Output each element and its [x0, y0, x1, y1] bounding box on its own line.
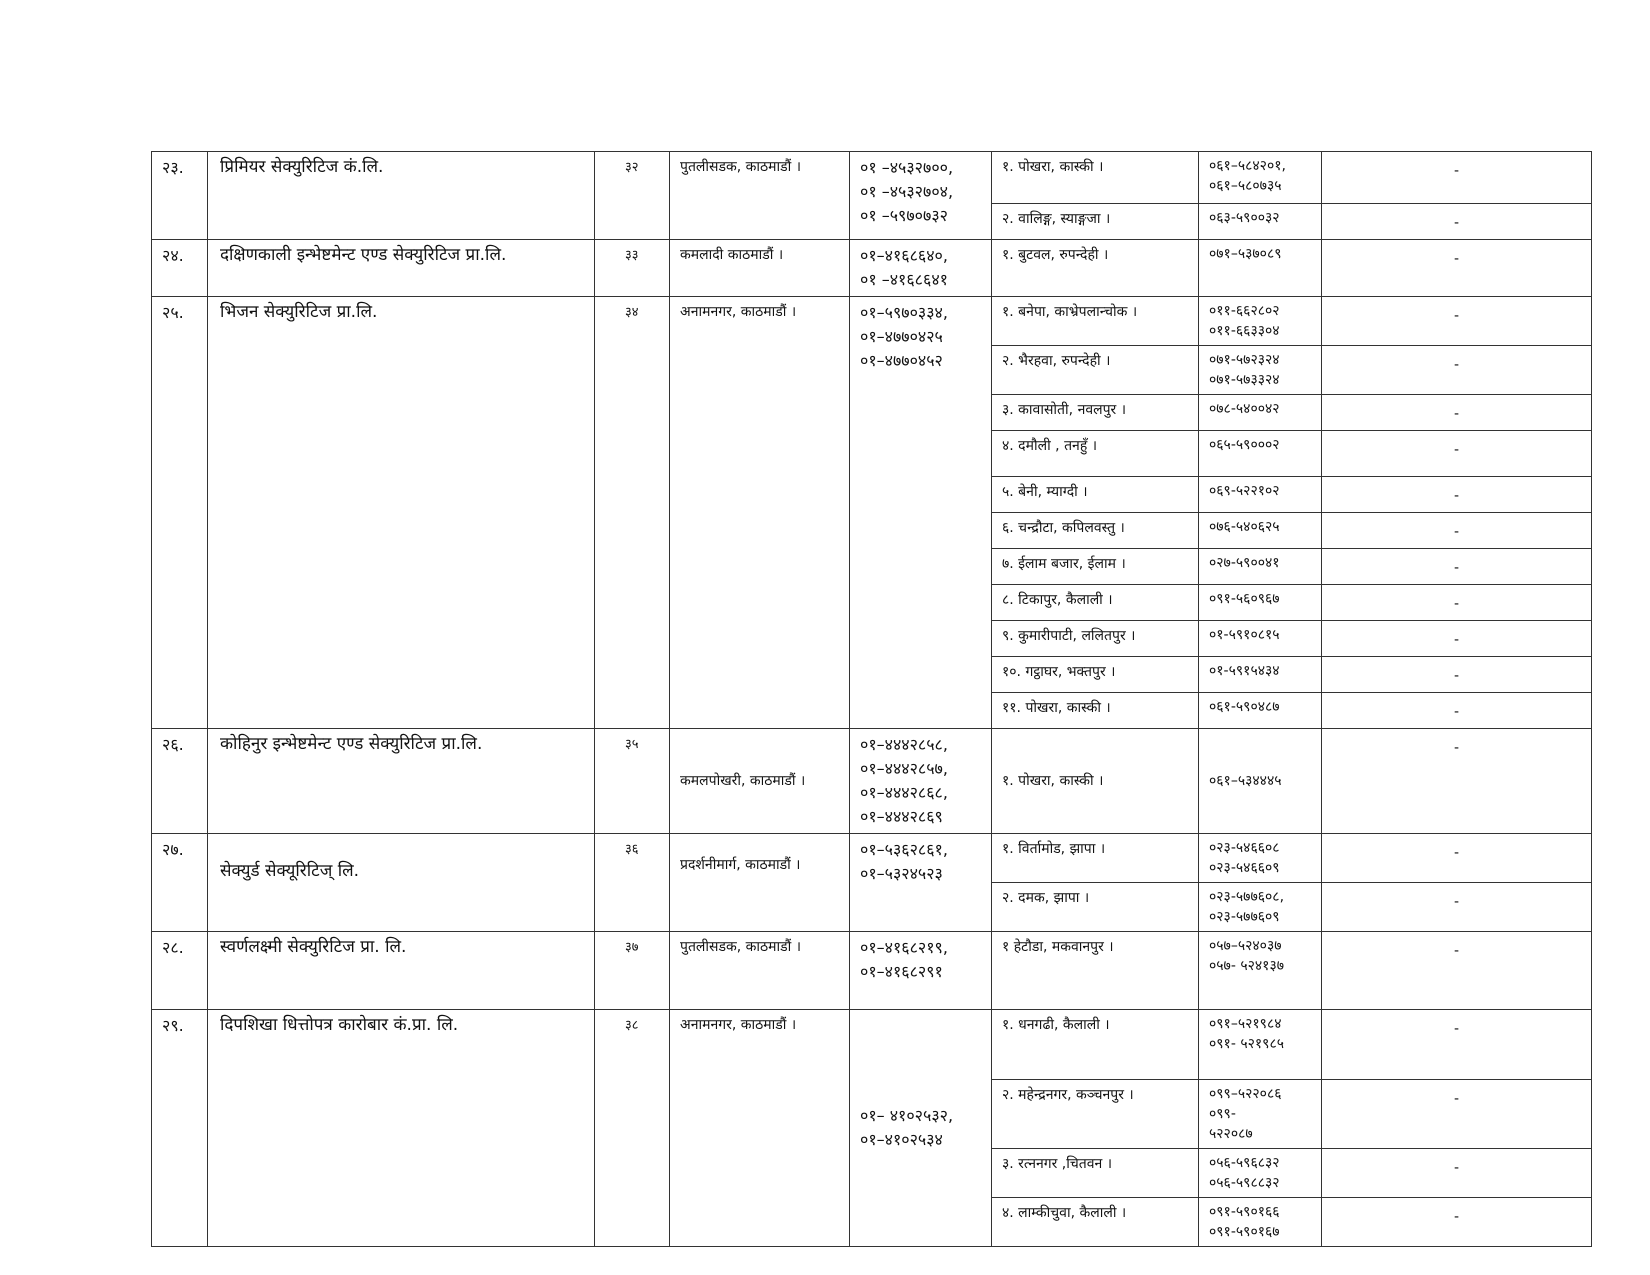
- company-address: पुतलीसडक, काठमाडौं ।: [670, 932, 850, 1010]
- branch-phones: ०६९-५२२१०२: [1199, 477, 1322, 513]
- table-row: [152, 152, 1592, 204]
- branch-phones: ०६३-५९००३२: [1199, 204, 1322, 240]
- remarks: -: [1322, 1149, 1592, 1198]
- branch-phones: ०९१–५२१९८४ ०९१- ५२१९८५: [1199, 1010, 1322, 1080]
- company-name: दिपशिखा धित्तोपत्र कारोबार कं.प्रा. लि.: [208, 1010, 595, 1247]
- table-row: [152, 1010, 1592, 1080]
- branch-location: ५. बेनी, म्याग्दी ।: [992, 477, 1199, 513]
- branch-location: १०. गट्ठाघर, भक्तपुर ।: [992, 657, 1199, 693]
- table-row: [152, 729, 1592, 834]
- company-address: कमलादी काठमाडौं ।: [670, 240, 850, 297]
- branch-phones: ०९९–५२२०८६ ०९९- ५२२०८७: [1199, 1080, 1322, 1149]
- branch-phones: ०९१-५६०९६७: [1199, 585, 1322, 621]
- company-phones: ०१–५९७०३३४, ०१–४७७०४२५ ०१–४७७०४५२: [850, 297, 992, 729]
- branch-phones: ०११-६६२८०२ ०११-६६३३०४: [1199, 297, 1322, 346]
- broker-code: ३४: [595, 297, 670, 729]
- remarks: -: [1322, 693, 1592, 729]
- branch-phones: ०९१-५९०१६६ ०९१-५९०१६७: [1199, 1198, 1322, 1247]
- company-phones: ०१–४४४२८५८, ०१–४४४२८५७, ०१–४४४२८६८, ०१–४४४२८६९: [850, 729, 992, 834]
- branch-location: १. विर्तामोड, झापा ।: [992, 834, 1199, 883]
- remarks: -: [1322, 1198, 1592, 1247]
- serial-number: २५.: [152, 297, 208, 729]
- serial-number: २७.: [152, 834, 208, 932]
- broker-code: ३६: [595, 834, 670, 932]
- company-phones: ०१–५३६२८६१, ०१–५३२४५२३: [850, 834, 992, 932]
- branch-location: ११. पोखरा, कास्की ।: [992, 693, 1199, 729]
- company-phones: ०१–४१६८६४०, ०१ –४१६८६४१: [850, 240, 992, 297]
- branch-location: ७. ईलाम बजार, ईलाम ।: [992, 549, 1199, 585]
- branch-phones: ०७१-५७२३२४ ०७१-५७३३२४: [1199, 346, 1322, 395]
- branch-location: ८. टिकापुर, कैलाली ।: [992, 585, 1199, 621]
- branch-location: ९. कुमारीपाटी, ललितपुर ।: [992, 621, 1199, 657]
- remarks: -: [1322, 834, 1592, 883]
- remarks: -: [1322, 431, 1592, 477]
- remarks: -: [1322, 477, 1592, 513]
- remarks: -: [1322, 513, 1592, 549]
- branch-phones: ०६१–५३४४४५: [1199, 729, 1322, 834]
- remarks: -: [1322, 346, 1592, 395]
- remarks: -: [1322, 549, 1592, 585]
- company-name: भिजन सेक्युरिटिज प्रा.लि.: [208, 297, 595, 729]
- broker-code: ३७: [595, 932, 670, 1010]
- branch-location: १. बुटवल, रुपन्देही ।: [992, 240, 1199, 297]
- serial-number: २८.: [152, 932, 208, 1010]
- table-row: [152, 834, 1592, 883]
- company-name: स्वर्णलक्ष्मी सेक्युरिटिज प्रा. लि.: [208, 932, 595, 1010]
- remarks: -: [1322, 657, 1592, 693]
- company-address: प्रदर्शनीमार्ग, काठमाडौं ।: [670, 834, 850, 932]
- company-phones: ०१– ४१०२५३२, ०१–४१०२५३४: [850, 1010, 992, 1247]
- broker-code: ३८: [595, 1010, 670, 1247]
- serial-number: २३.: [152, 152, 208, 240]
- serial-number: २९.: [152, 1010, 208, 1247]
- branch-phones: ०७१–५३७०८९: [1199, 240, 1322, 297]
- company-address: अनामनगर, काठमाडौं ।: [670, 1010, 850, 1247]
- branch-location: १. पोखरा, कास्की ।: [992, 729, 1199, 834]
- branch-location: १ हेटौडा, मकवानपुर ।: [992, 932, 1199, 1010]
- branch-location: २. दमक, झापा ।: [992, 883, 1199, 932]
- remarks: -: [1322, 932, 1592, 1010]
- branch-phones: ०६५-५९०००२: [1199, 431, 1322, 477]
- broker-code: ३२: [595, 152, 670, 240]
- company-address: कमलपोखरी, काठमाडौं ।: [670, 729, 850, 834]
- company-phones: ०१ –४५३२७००, ०१ –४५३२७०४, ०१ –५९७०७३२: [850, 152, 992, 240]
- branch-location: १. बनेपा, काभ्रेपलान्चोक ।: [992, 297, 1199, 346]
- remarks: -: [1322, 395, 1592, 431]
- table-row: [152, 932, 1592, 1010]
- branch-location: २. भैरहवा, रुपन्देही ।: [992, 346, 1199, 395]
- branch-phones: ०६१–५८४२०१, ०६१–५८०७३५: [1199, 152, 1322, 204]
- remarks: -: [1322, 729, 1592, 834]
- branch-phones: ०२३-५४६६०८ ०२३-५४६६०९: [1199, 834, 1322, 883]
- remarks: -: [1322, 1080, 1592, 1149]
- serial-number: २४.: [152, 240, 208, 297]
- remarks: -: [1322, 297, 1592, 346]
- branch-location: १. धनगढी, कैलाली ।: [992, 1010, 1199, 1080]
- branch-location: ३. रत्ननगर ,चितवन ।: [992, 1149, 1199, 1198]
- company-address: पुतलीसडक, काठमाडौं ।: [670, 152, 850, 240]
- branch-phones: ०५७–५२४०३७ ०५७- ५२४१३७: [1199, 932, 1322, 1010]
- branch-location: २. महेन्द्रनगर, कञ्चनपुर ।: [992, 1080, 1199, 1149]
- company-name: सेक्युर्ड सेक्यूरिटिज् लि.: [208, 834, 595, 932]
- branch-location: २. वालिङ्ग, स्याङ्गजा ।: [992, 204, 1199, 240]
- branch-location: १. पोखरा, कास्की ।: [992, 152, 1199, 204]
- table-row: [152, 297, 1592, 346]
- branch-phones: ०७६-५४०६२५: [1199, 513, 1322, 549]
- company-name: कोहिनुर इन्भेष्टमेन्ट एण्ड सेक्युरिटिज प्रा.लि.: [208, 729, 595, 834]
- remarks: -: [1322, 883, 1592, 932]
- branch-location: ६. चन्द्रौटा, कपिलवस्तु ।: [992, 513, 1199, 549]
- serial-number: २६.: [152, 729, 208, 834]
- company-phones: ०१–४१६८२१९, ०१–४१६८२९१: [850, 932, 992, 1010]
- remarks: -: [1322, 621, 1592, 657]
- company-name: दक्षिणकाली इन्भेष्टमेन्ट एण्ड सेक्युरिटिज प्रा.लि.: [208, 240, 595, 297]
- remarks: -: [1322, 240, 1592, 297]
- branch-phones: ०६१-५९०४८७: [1199, 693, 1322, 729]
- company-address: अनामनगर, काठमाडौं ।: [670, 297, 850, 729]
- branch-phones: ०१-५९१०८१५: [1199, 621, 1322, 657]
- table-row: [152, 240, 1592, 297]
- branch-phones: ०१-५९१५४३४: [1199, 657, 1322, 693]
- branch-phones: ०५६-५९६८३२ ०५६-५९८८३२: [1199, 1149, 1322, 1198]
- branch-location: ४. लाम्कीचुवा, कैलाली ।: [992, 1198, 1199, 1247]
- remarks: -: [1322, 204, 1592, 240]
- branch-phones: ०२७-५९००४१: [1199, 549, 1322, 585]
- company-name: प्रिमियर सेक्युरिटिज कं.लि.: [208, 152, 595, 240]
- branch-phones: ०२३-५७७६०८, ०२३-५७७६०९: [1199, 883, 1322, 932]
- branch-phones: ०७८-५४००४२: [1199, 395, 1322, 431]
- securities-branch-table: [151, 151, 1592, 1247]
- remarks: -: [1322, 1010, 1592, 1080]
- branch-location: ४. दमौली , तनहुँ ।: [992, 431, 1199, 477]
- broker-code: ३३: [595, 240, 670, 297]
- remarks: -: [1322, 585, 1592, 621]
- remarks: -: [1322, 152, 1592, 204]
- branch-location: ३. कावासोती, नवलपुर ।: [992, 395, 1199, 431]
- broker-code: ३५: [595, 729, 670, 834]
